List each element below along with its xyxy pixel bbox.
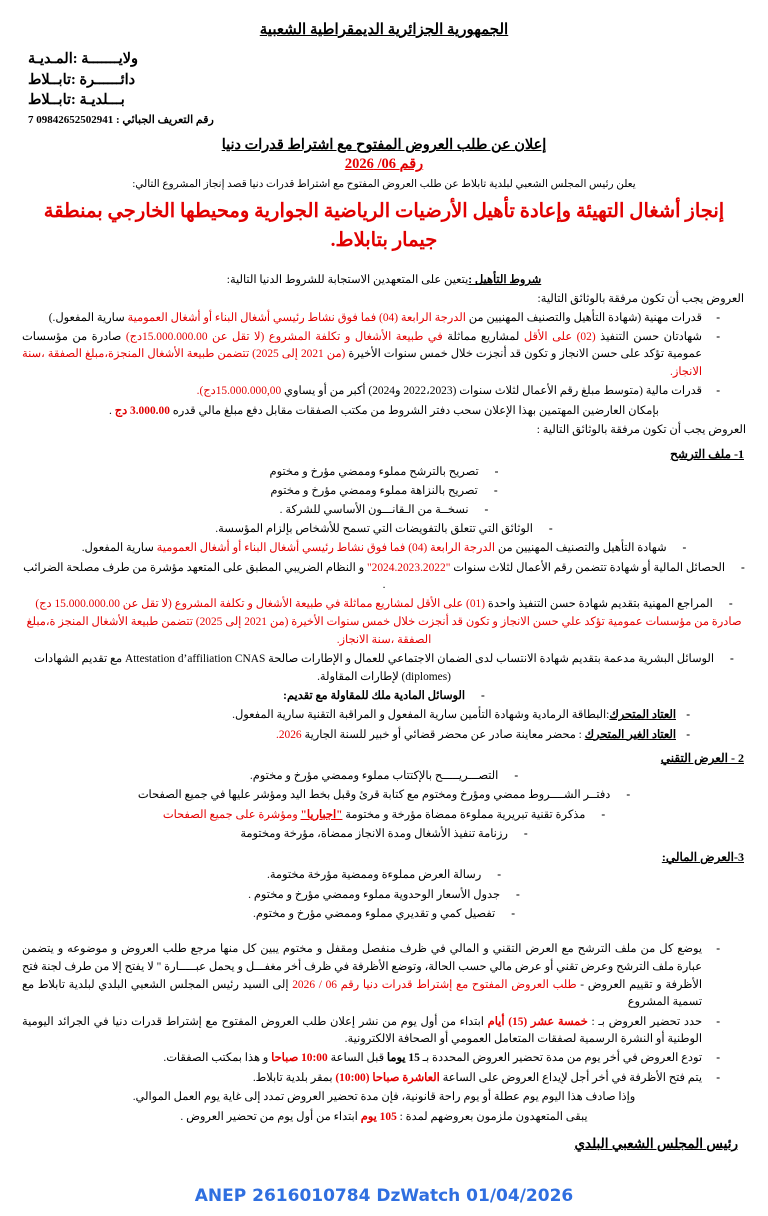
list-item — [22, 502, 746, 520]
text-run-red-bold-underline: "اجباريا" — [300, 808, 343, 821]
equipment-year: 2026. — [275, 728, 302, 741]
qualification-docs-lead: العروض يجب أن تكون مرفقة بالوثائق التالية: — [537, 292, 744, 305]
validity-pre: يبقى المتعهدون ملزمون بعروضهم لمدة : — [396, 1110, 588, 1123]
qualification-head-rest: يتعين على المتعهدين الاستجابة للشروط الدنيا التالية: — [226, 274, 469, 287]
republic-title: الجمهورية الجزائرية الديمقراطية الشعبية — [259, 22, 509, 38]
text-run: و النظام الضريبي المطبق على المتعهد مؤشرة من طرف مصلحة الضرائب . — [23, 561, 386, 592]
list-item — [22, 1070, 722, 1088]
list-item — [22, 867, 746, 885]
text-run-red-bold: خمسة عشر (15) أيام — [487, 1015, 588, 1028]
text-run: قدرات مهنية (شهادة التأهيل والتصنيف المهنيين من — [465, 311, 702, 324]
text-run-red: طلب العروض المفتوح مع إشتراط قدرات دنيا رقم 06 / 2026 — [292, 978, 577, 991]
equipment-label: العتاد المتحرك — [609, 709, 676, 722]
list-item — [22, 560, 746, 595]
text-run: التصـــريـــــح بالإكتتاب مملوء وممضي مؤرخ و مختوم. — [249, 770, 499, 783]
list-item — [22, 768, 746, 786]
text-run: دفتــر الشــــروط ممضي ومؤرخ ومختوم مع كتابة قرئ وقبل بخط اليد ومؤشر عليها في جميع الصفحات — [137, 789, 611, 802]
administrative-header — [22, 49, 746, 128]
daira-line: دائــــــرة :تابــلاط — [28, 71, 136, 88]
list-item — [22, 596, 746, 649]
list-item — [22, 464, 746, 482]
text-run: يوضع كل من ملف الترشح مع العرض التقني و المالي في ظرف منفصل ومقفل و مختوم يبين كل منها مرجع طلب العروض و موضوعه و يتضمن عبارة ملف الترشح وعرض تقني أو عرض مالي حسب الحالة، وتوضع الأظرفة في ظرف أخر مغفـــل و يحمل عبـــــارة " لا يفتح إلا من طرف لجنة فتح الأظرفة و تقييم العروض - — [22, 943, 702, 991]
text-run-bold: الوسائل المادية ملك للمقاولة مع تقديم: — [283, 689, 466, 702]
text-run-bold: 15 يوما — [386, 1052, 420, 1065]
section-3-items — [22, 867, 746, 923]
text-run: قدرات مالية (متوسط مبلغ رقم الأعمال لثلاث سنوات (2022،2023 و2024) أكبر من أو يساوي — [281, 385, 702, 398]
text-run: الوثائق التي تتعلق بالتفويضات التي تسمح للأشخاص بإلزام المؤسسة. — [215, 523, 533, 536]
tax-id-value: 09842652502941 7 — [28, 113, 114, 126]
list-item — [22, 329, 722, 382]
section-2-items — [22, 768, 746, 843]
text-run: لمشاريع مماثلة — [442, 330, 524, 343]
announcement-number-value: 06/ 2026 — [344, 156, 396, 173]
withdraw-fee-post: . — [109, 405, 115, 417]
withdraw-fee-amount: 3.000.00 دج — [114, 405, 170, 417]
announcement-intro: يعلن رئيس المجلس الشعبي لبلدية تابلاط عن طلب العروض المفتوح مع اشتراط قدرات دنيا قصد إنجاز المشروع التالي: — [132, 179, 636, 191]
list-item — [22, 807, 746, 825]
text-run: المراجع المهنية بتقديم شهادة حسن التنفيذ واحدة — [485, 598, 713, 611]
baladia-line: بـــلديـة :تابــلاط — [28, 92, 125, 109]
text-run-red-bold: 10:00 صباحا — [271, 1052, 328, 1065]
list-item — [22, 383, 722, 401]
text-run: نسخــة من الـقانـــون الأساسي للشركة . — [279, 504, 469, 516]
text-run: صادرة من مؤسسات عمومية تؤكد على حسن الانجاز و تكون قد أنجزت خلال خمس سنوات الأخيرة — [22, 330, 702, 361]
list-item — [22, 887, 746, 905]
validity-note — [22, 1109, 746, 1126]
list-item — [22, 483, 746, 501]
anep-footer: ANEP 2616010784 DzWatch 01/04/2026 — [194, 1185, 574, 1206]
text-run-red-bold: العاشرة صباحا (10:00) — [335, 1071, 440, 1084]
equipment-detail: :البطاقة الرمادية وشهادة التأمين سارية المفعول و المراقبة التقنية سارية المفعول. — [232, 709, 610, 722]
list-item — [22, 688, 746, 706]
text-run: بمقر بلدية تابلاط. — [252, 1071, 336, 1084]
list-item — [22, 941, 722, 1012]
text-run: إلى السيد رئيس المجلس الشعبي البلدي لبلدية تابلاط مع تسمية المشروع — [22, 978, 702, 1009]
text-run-red: صادرة من مؤسسات عمومية تؤكد علي حسن الانجاز و تكون قد أنجزت خلال خمس سنوات الأخيرة — [288, 616, 742, 629]
text-run: مذكرة تقنية تبريرية مملوءة ممضاة مؤرخة و مختومة — [342, 808, 586, 821]
text-run: شهادة التأهيل والتصنيف المهنيين من — [495, 542, 667, 555]
withdraw-fee-line — [22, 403, 746, 420]
list-item — [22, 310, 722, 328]
project-title: إنجاز أشغال التهيئة وإعادة تأهيل الأرضيات الرياضية الجوارية ومحيطها الخارجي بمنطقة جيمار بتابلاط. — [43, 200, 725, 252]
text-run-red: (من 2021 إلى 2025) تتضمن طبيعة الأشغال المنجزة،مبلغ الصفقة ،سنة الانجاز. — [22, 348, 702, 379]
holiday-note: وإذا صادف هذا اليوم يوم عطلة أو يوم راحة قانونية، فإن مدة تحضير العروض تمدد إلى غاية يوم العمل الموالي. — [132, 1091, 636, 1104]
list-item — [22, 540, 746, 558]
text-run-red: ومؤشرة على جميع الصفحات — [162, 808, 301, 821]
text-run: تودع العروض في أخر يوم من مدة تحضير العروض المحددة بـ — [419, 1052, 702, 1065]
list-item — [22, 521, 746, 539]
text-run: قبل الساعة — [327, 1052, 387, 1065]
tax-id-line — [28, 112, 746, 129]
announcement-title: إعلان عن طلب العروض المفتوح مع اشتراط قدرات دنيا — [221, 137, 547, 154]
validity-days: 105 يوم — [360, 1110, 397, 1123]
offers-docs-lead: العروض يجب أن تكون مرفقة بالوثائق التالية : — [536, 424, 746, 437]
text-run-red: (01) على الأقل لمشاريع مماثلة في طبيعة الأشغال و تكلفة المشروع (لا تقل عن 15.000.000.00 دج) — [35, 598, 486, 611]
text-run: سارية المفعول. — [81, 542, 157, 555]
section-3-title: 3-العرض المالي: — [661, 850, 744, 865]
text-run-red: في طبيعة الأشغال و تكلفة المشروع (لا تقل عن 15.000.000.00دج) — [125, 330, 443, 343]
tax-id-label: رقم التعريف الجبائي : — [116, 113, 214, 126]
announcement-number-label: رقم — [399, 156, 424, 173]
section-1-items — [22, 464, 746, 706]
text-run: تصريح بالنزاهة مملوء وممضي مؤرخ و مختوم — [270, 484, 478, 497]
text-run-red: الدرجة الرابعة (04) فما فوق نشاط رئيسي أشغال البناء أو أشغال العمومية — [127, 311, 466, 324]
announcement-number — [22, 156, 746, 173]
text-run: رسالة العرض مملوءة وممضية مؤرخة مختومة. — [266, 869, 482, 882]
text-run: جدول الأسعار الوحدوية مملوء وممضي مؤرخ و مختوم . — [248, 888, 501, 901]
text-run: ابتداء من أول يوم من نشر إعلان طلب العروض المفتوح مع إشتراط قدرات دنيا في الجرائد اليومية الوطنية أو النشرة الرسمية لصفقات المتعامل العمومي أو الصحافة الالكترونية. — [22, 1015, 702, 1046]
section-2-title: 2 - العرض التقني — [660, 751, 744, 766]
text-run-red: 15.000.000,00دج). — [196, 385, 282, 398]
list-item — [22, 826, 746, 844]
list-item — [22, 1014, 722, 1049]
withdraw-fee-pre: بإمكان العارضين المهتمين بهذا الإعلان سحب دفتر الشروط من مكتب الصفقات مقابل دفع مبلغ مالي قدره — [169, 405, 659, 417]
section-1-title: 1- ملف الترشح — [670, 446, 744, 461]
validity-post: ابتداء من أول يوم من تحضير العروض . — [180, 1110, 361, 1123]
text-run: الوسائل البشرية مدعمة بتقديم شهادة الانتساب لدى الضمان الاجتماعي للعمال و الإطارات صالحة Attestation d’affiliation CNAS مع تقديم الشهادات (diplomes) لإطارات المقاولة. — [34, 652, 715, 683]
qualification-items — [22, 310, 746, 401]
text-run-red: (من 2021 إلى 2025) تتضمن طبيعة الأشغال المنجز ة،مبلغ الصفقة ،سنة الانجاز. — [26, 616, 432, 646]
text-run: يتم فتح الأظرفة في أخر أجل لإيداع العروض على الساعة — [439, 1071, 702, 1084]
text-run: رزنامة تنفيذ الأشغال ومدة الانجاز ممضاة، مؤرخة ومختومة — [240, 827, 508, 840]
wilaya-line: ولايـــــــة :المـديـة — [28, 51, 139, 67]
equipment-detail: : محضر معاينة صادر عن محضر قضائي أو خبير للسنة الجارية — [301, 728, 585, 741]
qualification-head: شروط التأهيل : — [468, 274, 542, 287]
text-run: حدد تحضير العروض بـ : — [587, 1015, 702, 1028]
list-item — [22, 651, 746, 686]
section-1-sub-items — [22, 707, 746, 744]
text-run: الحصائل المالية أو شهادة تتضمن رقم الأعمال لثلاث سنوات — [450, 561, 726, 574]
text-run: تصريح بالترشح مملوء وممضي مؤرخ و مختوم — [269, 465, 479, 478]
qualification-lead — [22, 272, 746, 289]
list-item — [22, 906, 746, 924]
equipment-list-item — [22, 727, 692, 745]
signature-line: رئيس المجلس الشعبي البلدي — [574, 1135, 738, 1151]
text-run-red: (02) على الأقل — [523, 330, 596, 343]
closing-items — [22, 941, 746, 1087]
text-run-red: "2024.2023.2022" — [367, 561, 451, 574]
equipment-label: العتاد الغير المتحرك — [584, 728, 676, 741]
text-run: تفصيل كمي و تقديري مملوء وممضي مؤرخ و مختوم. — [252, 907, 496, 920]
list-item — [22, 787, 746, 805]
text-run: و هذا بمكتب الصفقات. — [163, 1052, 272, 1065]
text-run: شهادتان حسن التنفيذ — [595, 330, 702, 343]
text-run: سارية المفعول.) — [48, 311, 128, 324]
text-run-red: الدرجة الرابعة (04) فما فوق نشاط رئيسي أشغال البناء أو أشغال العمومية — [156, 542, 496, 555]
equipment-list-item — [22, 707, 692, 725]
list-item — [22, 1050, 722, 1068]
